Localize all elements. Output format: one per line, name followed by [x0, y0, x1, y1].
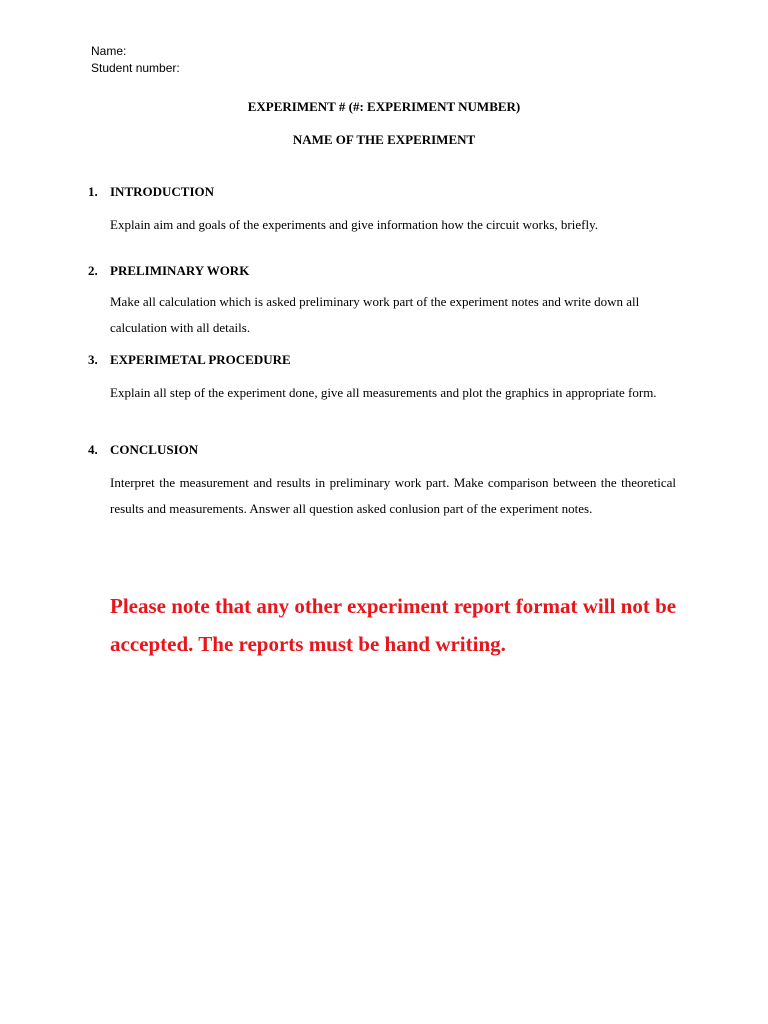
notice-text: Please note that any other experiment report format will not be accepted. The reports must be hand writing. [110, 594, 677, 656]
section-number: 4. [88, 442, 98, 457]
section-heading-text: CONCLUSION [110, 442, 199, 457]
experiment-name-title: NAME OF THE EXPERIMENT [292, 132, 476, 147]
section-body-preliminary-work: Make all calculation which is asked preliminary work part of the experiment notes and write down all calculation with all details. [110, 294, 640, 335]
section-body-conclusion: Interpret the measurement and results in preliminary work part. Make comparison between the theoretical results and measurements. Answer all question asked conlusion part of the experiment notes. [110, 475, 676, 516]
section-heading-text: PRELIMINARY WORK [110, 263, 250, 278]
section-heading-text: EXPERIMETAL PROCEDURE [110, 352, 291, 367]
name-label: Name: [91, 44, 127, 58]
section-number: 1. [88, 184, 98, 199]
section-body-introduction: Explain aim and goals of the experiments and give information how the circuit works, briefly. [110, 217, 598, 232]
section-number: 3. [88, 352, 98, 367]
section-number: 2. [88, 263, 98, 278]
section-heading-conclusion [88, 442, 198, 458]
section-body-experimental-procedure: Explain all step of the experiment done, give all measurements and plot the graphics in appropriate form. [110, 385, 657, 400]
section-heading-introduction [88, 184, 214, 200]
student-number-label: Student number: [91, 61, 180, 75]
section-heading-preliminary-work [88, 263, 249, 279]
experiment-number-title: EXPERIMENT # (#: EXPERIMENT NUMBER) [247, 99, 521, 114]
section-heading-experimental-procedure [88, 352, 291, 368]
section-heading-text: INTRODUCTION [110, 184, 215, 199]
